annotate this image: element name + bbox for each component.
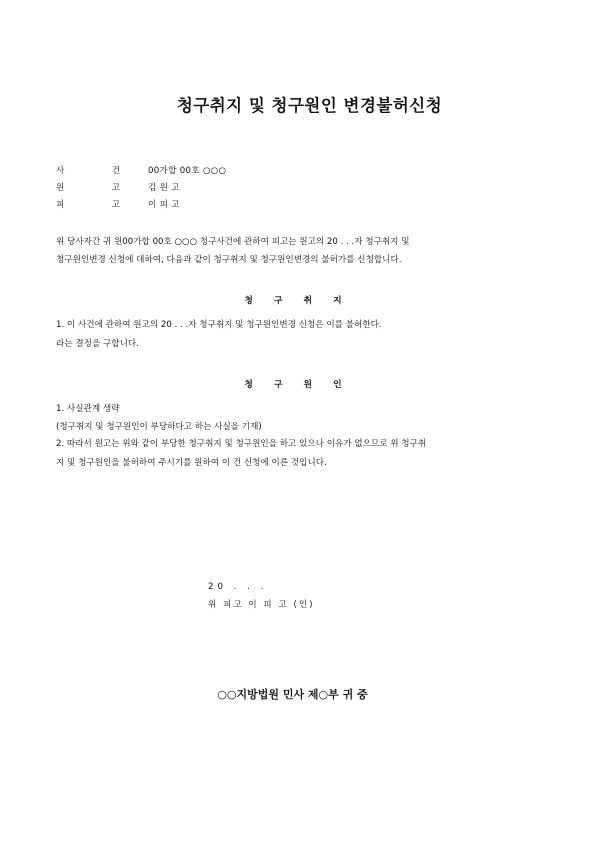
intro-line-2: 청구원인변경 신청에 대하여, 다음과 같이 청구취지 및 청구원인변경의 불허가를 신청합니다.	[56, 255, 402, 265]
party-label-case: 사 건	[56, 166, 120, 176]
party-value-plaintiff: 김 원 고	[148, 183, 180, 193]
document-title: 청구취지 및 청구원인 변경불허신청	[176, 96, 443, 115]
cause-line-3: 2. 따라서 원고는 위와 같이 부당한 청구취지 및 청구원인을 하고 있으나 이유가 없으므로 위 청구취	[56, 439, 427, 449]
cause-line-4: 지 및 청구원인을 불허하여 주시기를 원하여 이 건 신청에 이른 것입니다.	[56, 458, 327, 468]
court-addressee: ○○지방법원 민사 제○부 귀 중	[217, 688, 368, 701]
party-row-defendant	[56, 198, 180, 210]
party-row-plaintiff	[56, 181, 180, 193]
party-label-plaintiff: 원 고	[56, 183, 120, 193]
intro-line-1: 위 당사자간 귀 원00가합 00호 ○○○ 청구사건에 관하여 피고는 원고의 20 . . .자 청구취지 및	[56, 237, 410, 247]
signature-date: 20 . . .	[208, 582, 268, 592]
cause-line-2: (청구취지 및 청구원인이 부당하다고 하는 사실을 기재)	[56, 422, 262, 432]
party-label-defendant: 피 고	[56, 200, 120, 210]
claim-line-2: 라는 결정을 구합니다.	[56, 339, 139, 349]
claim-line-1: 1. 이 사건에 관하여 원고의 20 . . .자 청구취지 및 청구원인변경 신청은 이를 불허한다.	[56, 320, 382, 330]
party-value-case: 00가합 00호 ○○○	[148, 166, 227, 176]
party-row-case	[56, 164, 226, 176]
claim-heading: 청 구 취 지	[244, 296, 351, 306]
party-value-defendant: 이 피 고	[148, 200, 180, 210]
cause-heading: 청 구 원 인	[244, 380, 351, 390]
signature-signer: 위 피고 이 피 고 (인)	[208, 600, 315, 610]
cause-line-1: 1. 사실관계 생략	[56, 404, 120, 414]
